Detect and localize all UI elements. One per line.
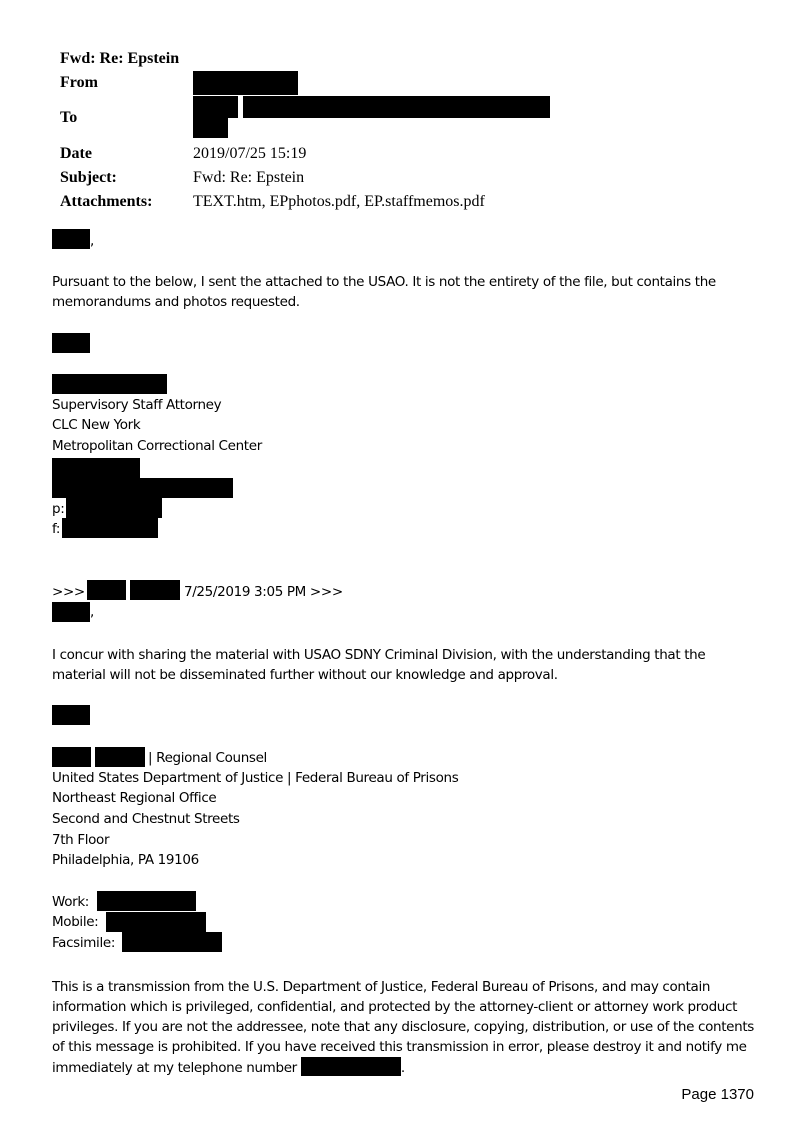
to-redaction-3 bbox=[193, 118, 228, 138]
message1-paragraph: Pursuant to the below, I sent the attached to the USAO. It is not the entirety of the file, but contains the memorandums and photos requested. bbox=[52, 274, 716, 310]
from-label: From bbox=[60, 74, 98, 91]
to-redaction-1 bbox=[193, 96, 238, 118]
signoff-redaction bbox=[52, 333, 90, 353]
sig-role: | Regional Counsel bbox=[148, 750, 267, 766]
phone-number-redaction bbox=[301, 1057, 401, 1076]
page-number: Page 1370 bbox=[681, 1086, 754, 1103]
date-label: Date bbox=[60, 145, 92, 162]
to-redaction-2 bbox=[243, 96, 550, 118]
phone-redaction bbox=[66, 498, 162, 518]
facsimile-label: Facsimile: bbox=[52, 935, 116, 951]
forward-prefix: >>> bbox=[52, 584, 85, 600]
facsimile-redaction bbox=[122, 932, 222, 952]
to-label: To bbox=[60, 109, 78, 126]
sig-org: CLC New York bbox=[52, 417, 141, 433]
sig-dept: United States Department of Justice | Federal Bureau of Prisons bbox=[52, 770, 459, 786]
forward-timestamp: 7/25/2019 3:05 PM >>> bbox=[184, 584, 343, 600]
disclaimer bbox=[52, 977, 757, 1078]
sig-redaction-1 bbox=[52, 458, 140, 478]
message2-signoff-redaction bbox=[52, 705, 90, 725]
forward-greeting-suffix: , bbox=[90, 604, 94, 620]
forward-greeting-redaction bbox=[52, 602, 90, 622]
message2-paragraph: I concur with sharing the material with USAO SDNY Criminal Division, with the understanding that the material will not be disseminated further without our knowledge and approval. bbox=[52, 647, 706, 683]
phone-label: p: bbox=[52, 501, 65, 517]
attachments-value: TEXT.htm, EPphotos.pdf, EP.staffmemos.pdf bbox=[193, 193, 485, 210]
date-value: 2019/07/25 15:19 bbox=[193, 145, 307, 162]
counsel-name-redaction-1 bbox=[52, 747, 91, 767]
work-label: Work: bbox=[52, 894, 89, 910]
fax-redaction bbox=[62, 518, 158, 538]
mobile-redaction bbox=[106, 912, 206, 932]
sig-facility: Metropolitan Correctional Center bbox=[52, 438, 262, 454]
greeting-suffix: , bbox=[90, 233, 94, 249]
sig-city: Philadelphia, PA 19106 bbox=[52, 852, 199, 868]
mobile-label: Mobile: bbox=[52, 914, 99, 930]
sig-title: Supervisory Staff Attorney bbox=[52, 397, 222, 413]
subject-value: Fwd: Re: Epstein bbox=[193, 169, 305, 186]
disclaimer-text: This is a transmission from the U.S. Department of Justice, Federal Bureau of Prisons, and may contain information which is privileged, confidential, and protected by the attorney-client or attorney work product privileges. If you are not the addressee, note that any disclosure, copying, distribution, or use of the contents of this message is prohibited. If you have received this transmission in error, please destroy it and notify me immediately at my telephone number bbox=[52, 979, 754, 1076]
forward-sender-redaction-1 bbox=[87, 580, 126, 600]
disclaimer-end: . bbox=[400, 1060, 405, 1076]
sender-name-redaction bbox=[52, 374, 167, 394]
fax-label: f: bbox=[52, 521, 61, 537]
forward-sender-redaction-2 bbox=[130, 580, 180, 600]
subject-label: Subject: bbox=[60, 169, 117, 186]
sig-redaction-2 bbox=[52, 478, 233, 498]
email-title: Fwd: Re: Epstein bbox=[60, 50, 180, 67]
attachments-label: Attachments: bbox=[60, 193, 153, 210]
work-redaction bbox=[97, 891, 196, 911]
sig-street: Second and Chestnut Streets bbox=[52, 811, 240, 827]
sig-office: Northeast Regional Office bbox=[52, 790, 217, 806]
sig-floor: 7th Floor bbox=[52, 832, 110, 848]
counsel-name-redaction-2 bbox=[95, 747, 145, 767]
from-redaction bbox=[193, 71, 298, 95]
greeting-redaction bbox=[52, 229, 90, 249]
